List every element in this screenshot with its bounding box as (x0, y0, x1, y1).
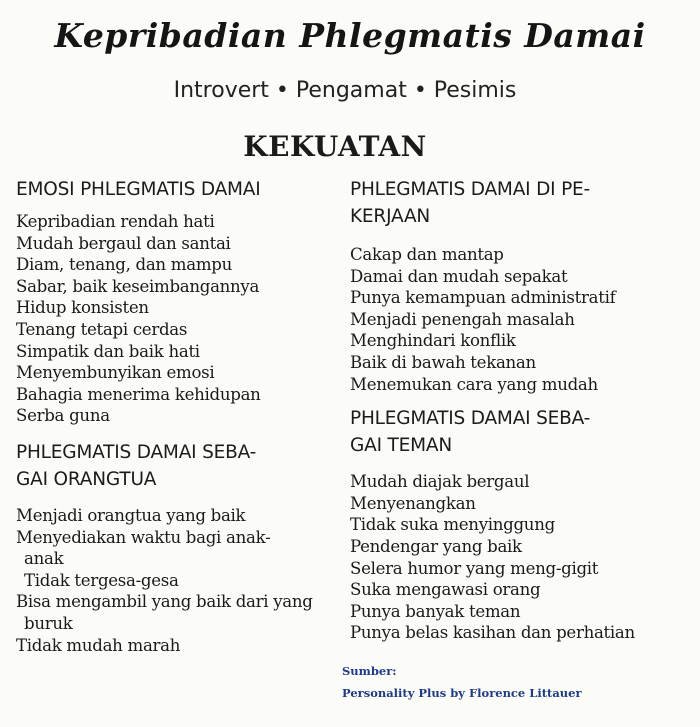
list-item: Selera humor yang meng-gigit (350, 558, 599, 578)
list-item: anak (24, 549, 64, 569)
source-text: Personality Plus by Florence Littauer (342, 686, 582, 700)
list-item: Serba guna (16, 406, 110, 426)
list-item: Menyembunyikan emosi (16, 363, 215, 383)
list-item: Hidup konsisten (16, 298, 149, 318)
orangtua-list (16, 505, 334, 656)
list-item: Suka mengawasi orang (350, 580, 541, 600)
list-item: Diam, tenang, dan mampu (16, 255, 232, 275)
list-item: Tidak mudah marah (16, 635, 181, 655)
list-item: Simpatik dan baik hati (16, 341, 200, 361)
list-item: Sabar, baik keseimbangannya (16, 276, 260, 296)
list-item: Damai dan mudah sepakat (350, 266, 568, 286)
page-subtitle: Introvert • Pengamat • Pesimis (173, 78, 517, 103)
list-item: Tidak suka menyinggung (350, 515, 555, 535)
emosi-section-title: EMOSI PHLEGMATIS DAMAI (16, 179, 261, 200)
emosi-list (16, 211, 334, 427)
list-item: Mudah bergaul dan santai (16, 233, 231, 253)
pekerjaan-section-title (350, 176, 650, 230)
list-item: Baik di bawah tekanan (350, 352, 536, 372)
left-column (16, 176, 334, 656)
teman-title-line2: GAI TEMAN (350, 435, 452, 457)
source-credit (342, 660, 582, 704)
source-label: Sumber: (342, 664, 397, 678)
list-item: Mudah diajak bergaul (350, 472, 530, 492)
list-item: Punya belas kasihan dan perhatian (350, 623, 635, 643)
orangtua-title-line1: PHLEGMATIS DAMAI SEBA- (16, 441, 257, 463)
right-column (350, 176, 650, 644)
list-item: Bahagia menerima kehidupan (16, 384, 261, 404)
list-item: Tidak tergesa-gesa (24, 570, 179, 590)
list-item: Menghindari konflik (350, 331, 516, 351)
section-heading: KEKUATAN (243, 130, 427, 163)
pekerjaan-title-line2: KERJAAN (350, 206, 431, 227)
list-item: Menjadi orangtua yang baik (16, 505, 246, 525)
page-title: Kepribadian Phlegmatis Damai (54, 16, 646, 55)
teman-section-title (350, 405, 650, 459)
pekerjaan-title-line1: PHLEGMATIS DAMAI DI PE- (350, 179, 590, 200)
teman-list (350, 471, 650, 644)
list-item: Bisa mengambil yang baik dari yang (16, 592, 313, 612)
pekerjaan-list (350, 244, 650, 395)
list-item: Punya banyak teman (350, 601, 521, 621)
orangtua-title-line2: GAI ORANGTUA (16, 468, 157, 490)
list-item: Menjadi penengah masalah (350, 309, 575, 329)
teman-title-line1: PHLEGMATIS DAMAI SEBA- (350, 408, 591, 430)
list-item: Pendengar yang baik (350, 536, 522, 556)
list-item: Menyenangkan (350, 493, 476, 513)
list-item: Menemukan cara yang mudah (350, 374, 598, 394)
list-item: Tenang tetapi cerdas (16, 319, 188, 339)
orangtua-section-title (16, 439, 334, 493)
list-item: Menyediakan waktu bagi anak- (16, 527, 271, 547)
list-item: Punya kemampuan administratif (350, 288, 616, 308)
list-item: Cakap dan mantap (350, 245, 504, 264)
list-item: Kepribadian rendah hati (16, 212, 215, 231)
list-item: buruk (24, 613, 73, 633)
